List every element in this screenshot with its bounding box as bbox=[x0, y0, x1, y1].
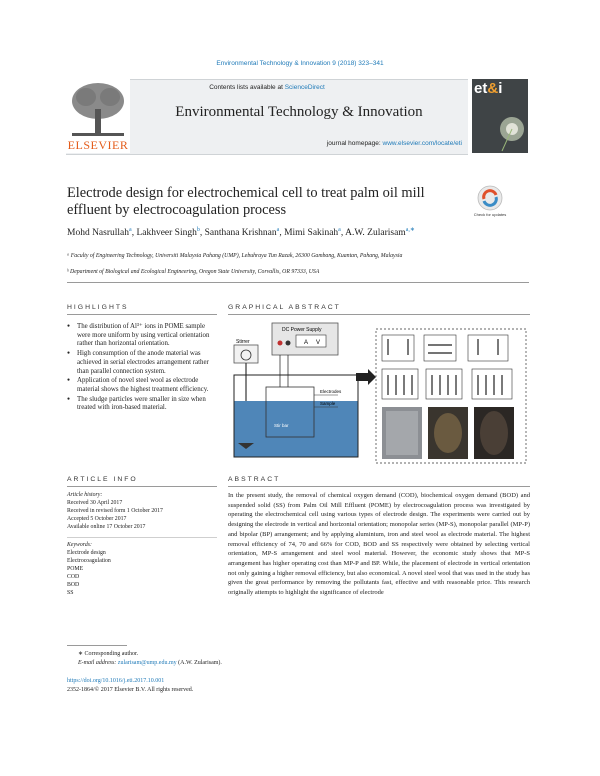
article-info-heading: ARTICLE INFO bbox=[67, 476, 138, 483]
homepage-prefix: journal homepage: bbox=[326, 140, 383, 147]
history-label: Article history: bbox=[67, 492, 103, 498]
keyword: Electrocoagulation bbox=[67, 558, 111, 564]
author[interactable]: Mohd Nasrullah$^a$ bbox=[67, 227, 132, 239]
arrow-icon bbox=[356, 369, 376, 385]
keyword: BOD bbox=[67, 582, 80, 588]
sample-label: Sample bbox=[320, 401, 336, 406]
contents-prefix: Contents lists available at bbox=[209, 84, 285, 91]
homepage-line bbox=[130, 140, 468, 147]
history-revised: Received in revised form 1 October 2017 bbox=[67, 508, 163, 514]
author[interactable]: Santhana Krishnan$^a$ bbox=[204, 227, 280, 239]
journal-title: Environmental Technology & Innovation bbox=[175, 104, 423, 120]
check-for-updates-label[interactable]: Check for updates bbox=[473, 212, 507, 217]
footnote-divider bbox=[67, 645, 127, 646]
arrangement-panels bbox=[382, 369, 512, 399]
divider bbox=[228, 486, 530, 487]
corresponding-author-note: ∗ Corresponding author. bbox=[78, 651, 139, 657]
abstract-text: In the present study, the removal of chemical oxygen demand (COD), biochemical oxygen demand (BOD) and suspended solid (SS) from Palm Oil Mill Effluent (POME) by electrocoagulation process was investigated by operating the electrochemical cell using various types of electrode design. The experiments were carried out by designing the electrode in vertical and horizontal orientation; monopolar series (MP-S), monopolar parallel (MP-P) and bipolar (BP) arrangement; and by applying aluminium, iron and steel wool as electrode material. The highest removal efficiency of 74, 70 and 66% for COD, BOD and SS respectively were obtained by selecting vertical orientation, MP-S arrangement and steel wool material. However, the economic study shows that MP-S arrangement has higher operating cost than MP-P and BP. While, the placement of electrode in vertical orientation not only gaining a higher removal efficiency, but also economical. A novel steel wool that was used in the study has given the great performance by removing the pollutants fast, effective and with reasonable price. This research originally attempts to highlight the significance of electrode bbox=[228, 492, 530, 597]
email-link[interactable]: zularisam@ump.edu.my bbox=[117, 660, 177, 666]
history-received: Received 30 April 2017 bbox=[67, 500, 123, 506]
orientation-panels bbox=[382, 335, 508, 361]
affiliation-b: ᵇ Department of Biological and Ecological Engineering, Oregon State University, Corvallis, OR 97333, USA bbox=[67, 269, 320, 275]
history-accepted: Accepted 5 October 2017 bbox=[67, 516, 127, 522]
meter-a-label: A bbox=[304, 340, 309, 346]
stirrer-label: Stirrer bbox=[236, 339, 250, 345]
divider bbox=[67, 486, 217, 487]
highlight-item: ● The sludge particles were smaller in size when treated with iron-based material. bbox=[67, 396, 217, 413]
divider bbox=[67, 314, 217, 315]
email-note bbox=[78, 660, 222, 666]
sciencedirect-link[interactable]: ScienceDirect bbox=[284, 84, 325, 91]
journal-citation[interactable]: Environmental Technology & Innovation 9 (2018) 323–341 bbox=[216, 60, 384, 67]
history-online: Available online 17 October 2017 bbox=[67, 524, 146, 530]
cover-title bbox=[474, 80, 502, 97]
graphical-abstract-heading: GRAPHICAL ABSTRACT bbox=[228, 304, 341, 311]
abstract-heading: ABSTRACT bbox=[228, 476, 281, 483]
cover-i: i bbox=[498, 80, 503, 97]
highlight-item: ● The distribution of Al³⁺ ions in POME sample were more uniform by using vertical orientation rather than horizontal orientation. bbox=[67, 323, 217, 349]
keywords-label: Keywords: bbox=[67, 542, 92, 548]
highlight-item: ● High consumption of the anode material was achieved in serial electrodes arrangement rather than parallel connection system. bbox=[67, 350, 217, 376]
graphical-abstract-figure bbox=[228, 315, 528, 465]
affiliation-a: ᵃ Faculty of Engineering Technology, Universiti Malaysia Pahang (UMP), Lebuhraya Tun Razak, 26300 Gambang, Kuantan, Pahang, Malaysia bbox=[67, 253, 403, 259]
power-supply-label: DC Power Supply bbox=[282, 327, 322, 333]
stir-bar-label: Stir bar bbox=[274, 423, 289, 428]
highlights-heading: HIGHLIGHTS bbox=[67, 304, 129, 311]
email-label: E-mail address: bbox=[78, 660, 118, 666]
doi-link[interactable]: https://doi.org/10.1016/j.eti.2017.10.001 bbox=[67, 678, 165, 684]
highlight-item: ● Application of novel steel wool as electrode material shows the highest treatment efficiency. bbox=[67, 377, 217, 394]
highlights-list bbox=[67, 323, 217, 414]
meter-display bbox=[296, 335, 326, 347]
check-for-updates-icon[interactable] bbox=[476, 184, 504, 212]
terminal bbox=[286, 341, 291, 346]
cover-et: et bbox=[474, 80, 488, 97]
divider bbox=[67, 537, 217, 538]
terminal bbox=[278, 341, 283, 346]
copyright: 2352-1864/© 2017 Elsevier B.V. All rights reserved. bbox=[67, 687, 194, 693]
author[interactable]: Lakhveer Singh$^b$ bbox=[136, 227, 200, 239]
electrode-material-photos bbox=[382, 407, 514, 459]
divider bbox=[67, 282, 529, 283]
publisher-name: ELSEVIER bbox=[67, 138, 129, 152]
contents-line bbox=[66, 84, 468, 91]
author-list: Mohd Nasrullah$^a$, Lakhveer Singh$^b$, Santhana Krishnan$^a$, Mimi Sakinah$^a$, A.W. Zularisam$^{a,∗}$ bbox=[67, 227, 415, 239]
cover-amp: & bbox=[487, 80, 499, 97]
homepage-link[interactable]: www.elsevier.com/locate/eti bbox=[382, 140, 462, 147]
keyword: SS bbox=[67, 590, 74, 596]
keyword: Electrode design bbox=[67, 550, 106, 556]
keyword: COD bbox=[67, 574, 80, 580]
email-suffix: (A.W. Zularisam). bbox=[176, 660, 222, 666]
author[interactable]: Mimi Sakinah$^a$ bbox=[284, 227, 341, 239]
author[interactable]: A.W. Zularisam$^{a,∗}$ bbox=[345, 227, 415, 239]
tank-liquid bbox=[234, 401, 358, 457]
meter-v-label: V bbox=[316, 340, 321, 346]
article-title: Electrode design for electrochemical cell to treat palm oil mill effluent by electrocoagulation process bbox=[67, 185, 425, 218]
keyword: POME bbox=[67, 566, 84, 572]
electrodes-label: Electrodes bbox=[320, 389, 342, 394]
